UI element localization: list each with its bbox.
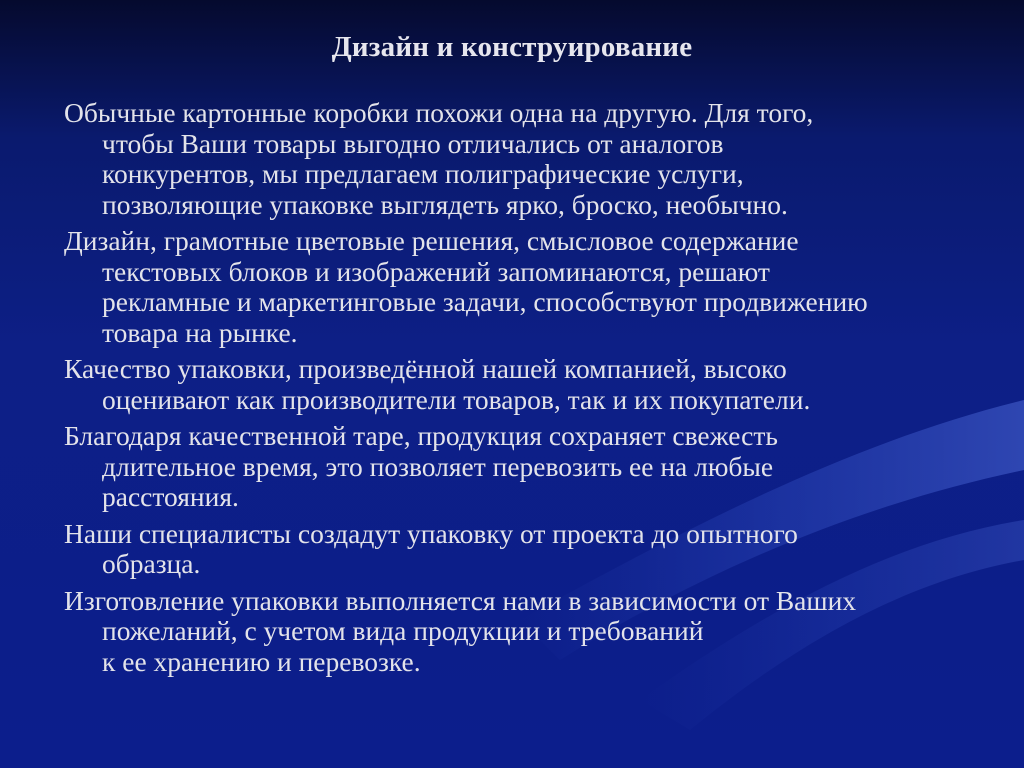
paragraph-line: конкурентов, мы предлагаем полиграфические услуги, [102, 158, 744, 189]
paragraph [64, 586, 964, 678]
paragraph-line: позволяющие упаковке выглядеть ярко, броско, необычно. [102, 188, 788, 220]
paragraph-line: Изготовление упаковки выполняется нами в зависимости от Ваших [64, 584, 857, 616]
paragraph-line: товара на рынке. [102, 316, 298, 348]
slide-title: Дизайн и конструирование [331, 31, 693, 63]
paragraph-line: Дизайн, грамотные цветовые решения, смысловое содержание [64, 225, 799, 256]
paragraph [64, 519, 964, 580]
slide-body [64, 98, 964, 683]
paragraph [64, 421, 964, 513]
paragraph-line: Обычные картонные коробки похожи одна на другую. Для того, [64, 97, 814, 128]
paragraph-line: длительное время, это позволяет перевозить ее на любые [102, 450, 774, 482]
paragraph-line: пожеланий, с учетом вида продукции и требований [102, 615, 704, 646]
paragraph-line: оценивают как производители товаров, так и их покупатели. [102, 383, 811, 415]
paragraph-line: к ее хранению и перевозке. [102, 645, 421, 677]
paragraph [64, 226, 964, 348]
paragraph-line: чтобы Ваши товары выгодно отличались от аналогов [102, 127, 724, 159]
paragraph-line: текстовых блоков и изображений запоминаются, решают [102, 255, 770, 287]
paragraph [64, 354, 964, 415]
paragraph [64, 98, 964, 220]
paragraph-line: рекламные и маркетинговые задачи, способствуют продвижению [102, 286, 868, 317]
paragraph-line: Качество упаковки, произведённой нашей компанией, высоко [64, 353, 787, 384]
paragraph-line: расстояния. [102, 481, 239, 512]
paragraph-line: Наши специалисты создадут упаковку от проекта до опытного [64, 517, 798, 549]
paragraph-line: образца. [102, 548, 201, 579]
paragraph-line: Благодаря качественной таре, продукция сохраняет свежесть [64, 420, 778, 451]
